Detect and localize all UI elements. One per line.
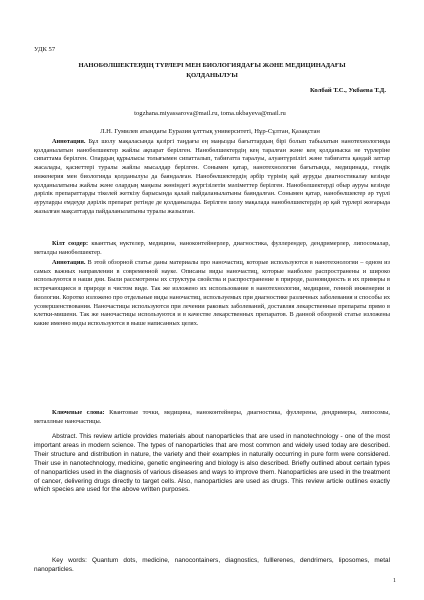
keywords-english <box>34 557 390 577</box>
keywords-russian <box>34 409 390 428</box>
keywords-english-text: Quantum dots, medicine, nanocontainers, diagnostics, fulllerenes, dendrimers, liposomes, metal nanoparticles. <box>34 557 390 573</box>
abstract-russian-label: Аннотация. <box>52 259 86 266</box>
abstract-kazakh-label: Аннотация. <box>52 138 86 145</box>
abstract-english-label: Abstract. <box>52 433 78 440</box>
abstract-kazakh <box>34 138 390 240</box>
keywords-kazakh <box>34 240 390 259</box>
udk-code: УДК 57 <box>34 46 56 53</box>
abstract-russian <box>34 259 390 409</box>
keywords-russian-label: Ключевые слова: <box>52 409 105 416</box>
keywords-russian-text: Квантовые точки, медицина, наноконтейнеры, диагностика, фуллерены, дендримеры, липосомы, металлные наночастицы. <box>34 409 390 425</box>
affiliation: Л.Н. Гумилев атындағы Еуразия ұлттық университеті, Нұр-Сұлтан, Қазақстан <box>100 128 320 135</box>
page-number: 1 <box>393 578 396 584</box>
abstract-english <box>34 433 390 557</box>
keywords-kazakh-text: кванттық нүктелер, медицина, наноконтейнерлер, диагностика, фуллерендер, дендримерлер, липосомалар, металды нанобөлшектер. <box>34 240 390 256</box>
abstract-english-text: This review article provides materials about nanoparticles that are used in nanotechnology - one of the most important areas in modern science. The types of nanoparticles that are most common and widely used today are described. Their structure and distribution in nature, the variety and their examples in naturally occurring in pure form were considered. Their use in nanotechnology, medicine, genetic engineering and biology is also described. Briefly outlined about certain types of nanoparticles used in the diagnosis of various diseases and ways to improve them. Nanoparticles are used in the treatment of cancer, delivering drugs directly to target cells. Also, nanoparticles are used as drugs. This review article outlines exactly which species are used for the above written purposes. <box>34 433 390 494</box>
keywords-english-label: Key words: <box>52 557 87 564</box>
keywords-kazakh-label: Кілт сөздер: <box>52 240 89 247</box>
abstract-kazakh-text: Бұл шолу мақаласында қазіргі таңдағы ең маңызды бағыттардың бірі болып табылатын нанотехнологияда қолданылатын нанобөлшектер жайлы ақпарат берілген. Нанобөлшектердің кең таралған және кең қолданыска не түрлеріне сипаттама берілген. Олардың құрылысы толығымен сипатталып, табиғатта таралуы, алуантүрлілігі және табиғатта қандай заттар жасалады, қасиеттері туралы жайлы мысалдар берілген. Сонымен қатар, нанотехнология бағытында, медицинада, гендік инженерия мен биологияда қолданылуы да баяндалған. Нанобөлшектердің әрбір түрінің қай ауруды диагностикалау кезінде қолданылатыны жайлы және олардың маңызы жөніндегі жүргізілетін мәліметтер берілген. Нанобөлшектерді обыр ауруы кезінде дәрілік препараттарды тікелей жеткізу барысында қалай пайдаланылатыны баяндалған. Сонымен қатар, нанобөлшектер әр түрлі ауруларды емдеуде дәрілік препарат ретінде де қолданылады. Берілген шолу мақалада нанобөлшектердің әр қай түрлері жоғарыда жазылған мақсаттарда пайдаланылатыны туралы жазылған. <box>34 138 390 215</box>
paper-title: НАНОБӨЛШЕКТЕРДІҢ ТҮРЛЕРІ МЕН БИОЛОГИЯДАҒЫ ЖӘНЕ МЕДИЦИНАДАҒЫ ҚОЛДАНЫЛУЫ <box>78 62 346 79</box>
abstract-russian-text: В этой обзорной статье даны материалы про наночастиц, которые используются в нанотехнологии – одном из самых важных направлении в современной науке. Описаны виды наночастиц, которые наиболее распространены и широко используются в наши дни. Были рассмотрены их структура свойства и распространение в природе, разновидность и их примеры в встречающиеся в природе в чистом виде. Так же изложено их использование в нанотехнологии, медицине, генной инженерии и биологии. Коротко изложено про отдельные виды наночастиц, используемых при диагностике различных заболевания и способы их усовершенствования. Наночастицы используются при лечении раковых заболеваний, доставляя лекарственные препараты прямо в клетки-мишени. Так же наночастицы используются и в качестве лекарственных препаратов. В данной обзорной статье изложены какие именно виды используются в выше написанных целях. <box>34 259 390 327</box>
authors: Колбай Т.С., Укбаева Т.Д. <box>309 87 386 94</box>
author-emails: togzhana.miyassarova@mail.ru, toma.ukbayeva@mail.ru <box>134 110 286 117</box>
